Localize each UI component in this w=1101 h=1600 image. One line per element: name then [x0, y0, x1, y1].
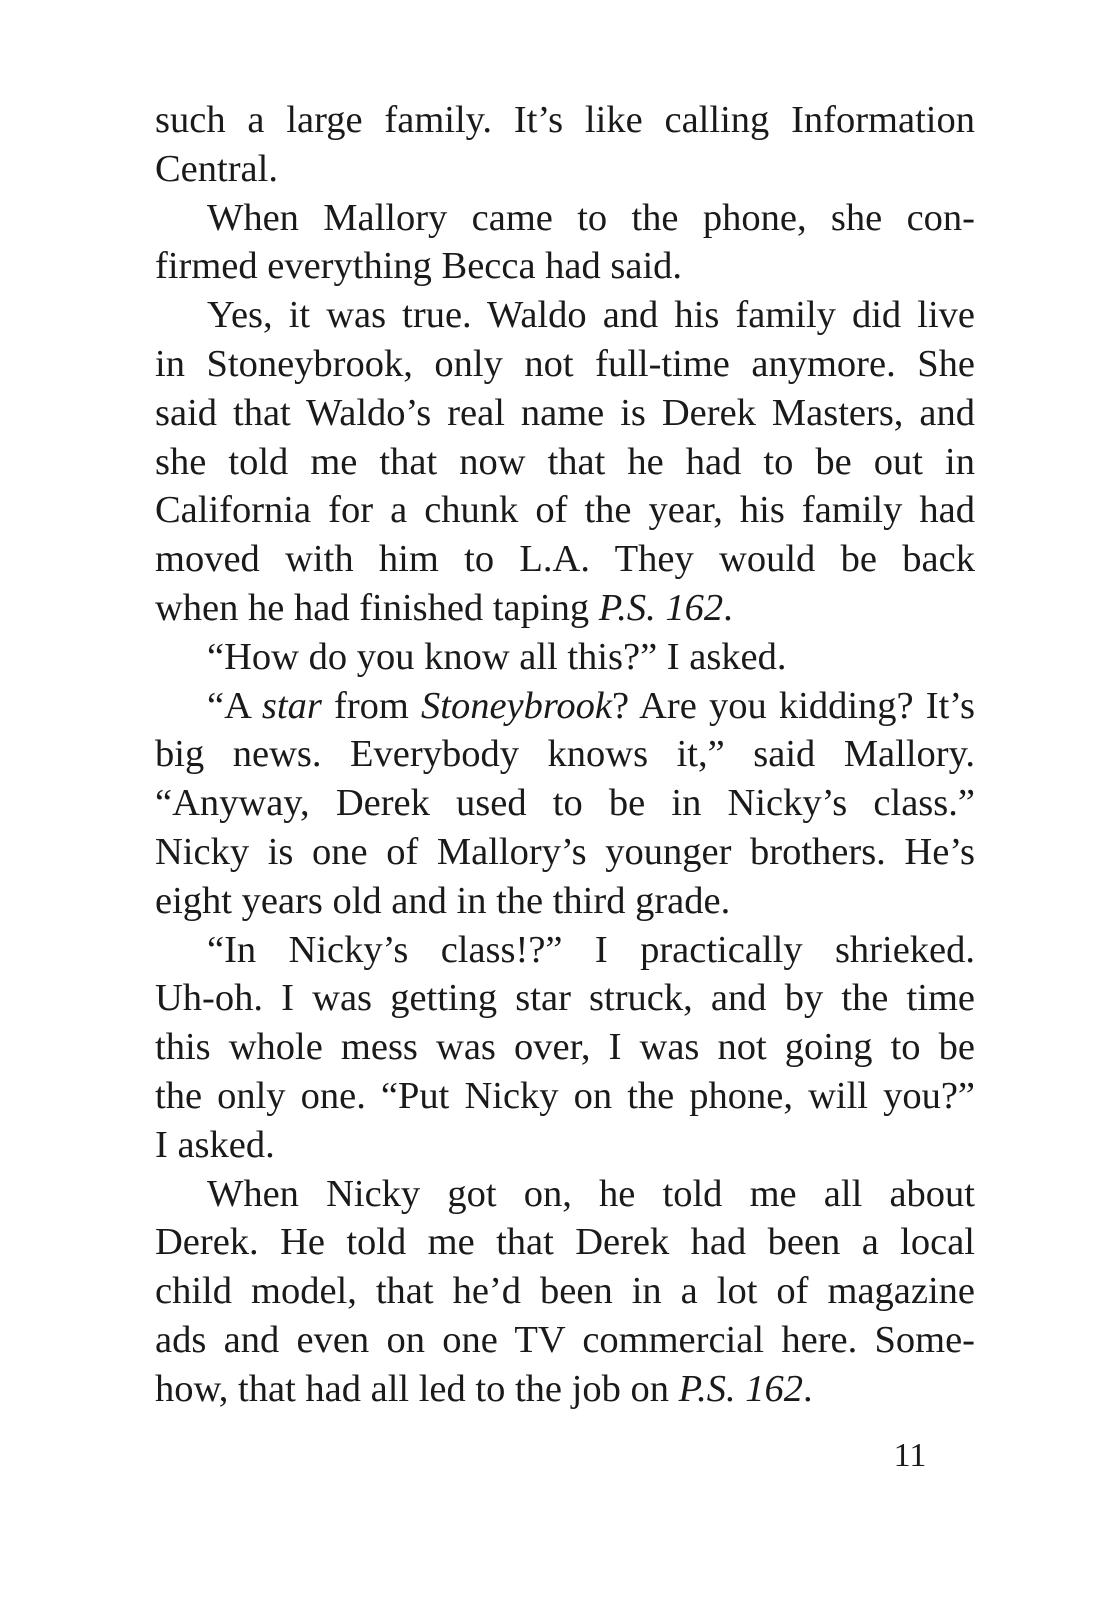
text-line: in Stoneybrook, only not full-time anymore. She: [155, 342, 975, 385]
text-line: Uh-oh. I was getting star struck, and by the time: [155, 977, 975, 1020]
italic-emphasis: star: [261, 684, 322, 727]
text-line: eight years old and in the third grade.: [155, 879, 731, 922]
text-line: [155, 584, 975, 633]
page-body: [155, 96, 975, 1414]
italic-title: P.S. 162: [598, 586, 724, 629]
text-run: when he had finished taping: [155, 586, 599, 629]
text-line: ads and even on one TV commercial here. Some-: [155, 1318, 975, 1361]
italic-emphasis: Stoneybrook: [421, 684, 613, 727]
text-line: I asked.: [155, 1123, 275, 1166]
text-run: .: [723, 586, 733, 629]
text-line: Yes, it was true. Waldo and his family did live: [207, 294, 975, 337]
text-line: this whole mess was over, I was not going to be: [155, 1026, 975, 1069]
text-line: the only one. “Put Nicky on the phone, will you?”: [155, 1074, 975, 1117]
page-number: 11: [893, 1437, 927, 1474]
text-line: Central.: [155, 147, 278, 190]
text-run: how, that had all led to the job on: [155, 1367, 679, 1410]
text-run: .: [803, 1367, 813, 1410]
italic-title: P.S. 162: [678, 1367, 804, 1410]
text-line: Nicky is one of Mallory’s younger brothers. He’s: [155, 830, 975, 873]
text-line: “Anyway, Derek used to be in Nicky’s class.”: [155, 782, 975, 825]
text-line: big news. Everybody knows it,” said Mallory.: [155, 733, 975, 776]
text-run: “A: [207, 684, 262, 727]
text-line: she told me that now that he had to be out in: [155, 440, 975, 483]
text-line: “In Nicky’s class!?” I practically shrieked.: [207, 928, 975, 971]
text-line: [155, 1365, 975, 1414]
text-line: When Nicky got on, he told me all about: [207, 1172, 975, 1215]
text-line: Derek. He told me that Derek had been a local: [155, 1221, 975, 1264]
text-line: [155, 682, 975, 731]
text-line: moved with him to L.A. They would be back: [155, 538, 975, 581]
text-line: child model, that he’d been in a lot of magazine: [155, 1270, 975, 1313]
text-line: such a large family. It’s like calling Information: [155, 99, 975, 141]
text-line: “How do you know all this?” I asked.: [207, 635, 787, 678]
text-run: from: [321, 684, 421, 727]
text-run: ? Are you kidding? It’s: [612, 684, 975, 727]
text-line: When Mallory came to the phone, she con-: [207, 196, 975, 239]
text-line: firmed everything Becca had said.: [155, 245, 683, 288]
text-line: said that Waldo’s real name is Derek Masters, and: [155, 391, 975, 434]
text-line: California for a chunk of the year, his family had: [155, 489, 975, 532]
